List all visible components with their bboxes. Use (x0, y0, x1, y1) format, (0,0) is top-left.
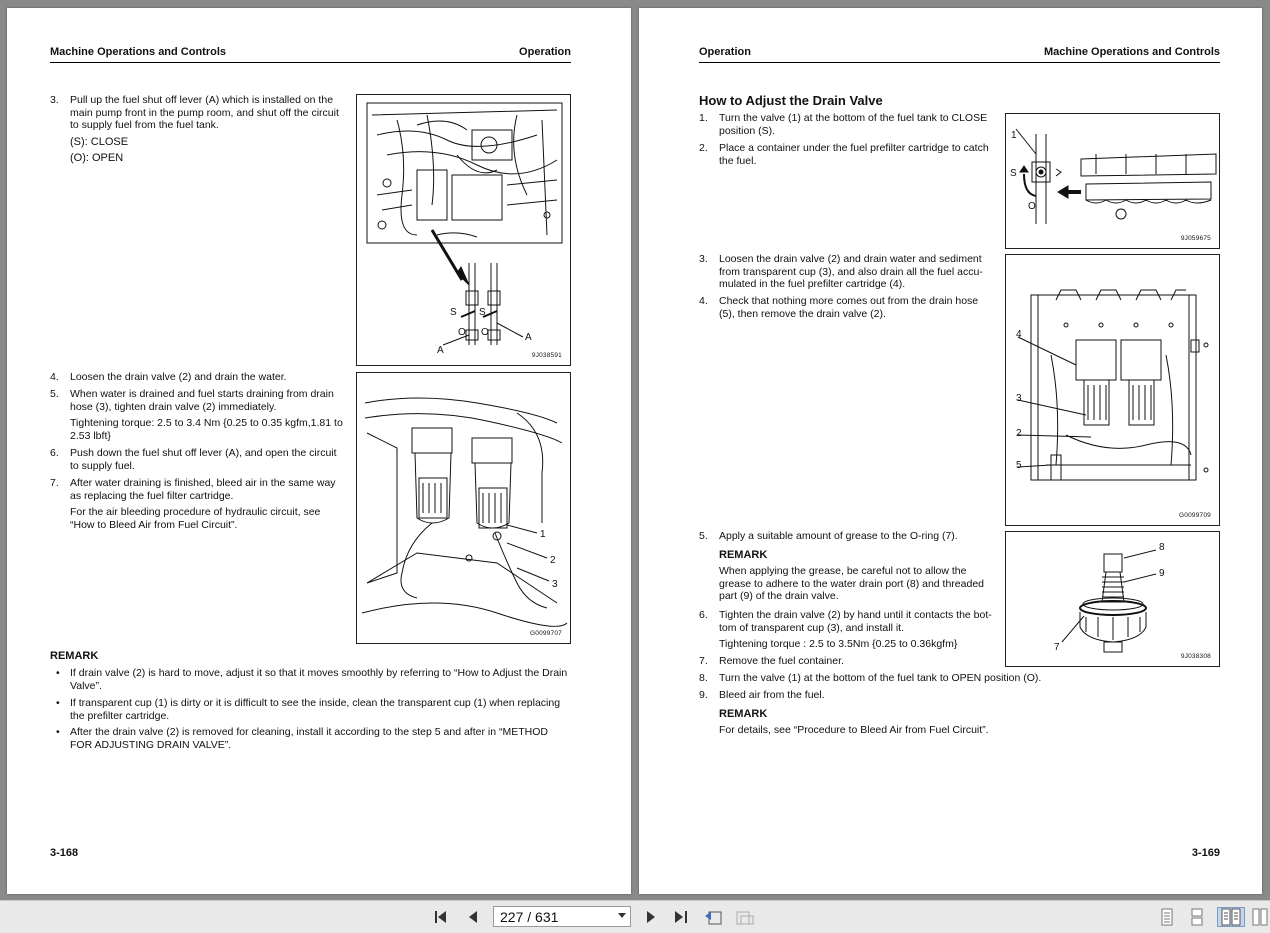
section-title: How to Adjust the Drain Valve (699, 93, 883, 108)
fig1-label-a2: A (525, 332, 532, 343)
left-header-section: Operation (519, 46, 571, 58)
remark-line: If drain valve (2) is hard to move, adjust it so that it moves smoothly by referring to “How to Adjust the Drain (70, 667, 568, 679)
fig4-label-3: 3 (1016, 393, 1022, 404)
fuel-shutoff-lever-drawing (357, 95, 570, 365)
torque-line: 2.53 lbft} (70, 429, 111, 442)
step-line: Tighten the drain valve (2) by hand until it contacts the bot- (719, 609, 992, 621)
left-remark-list (50, 667, 575, 755)
left-remark-title: REMARK (50, 650, 99, 662)
prefilter-cartridge-drawing (1006, 255, 1219, 525)
step-number: 9. (699, 689, 708, 701)
left-page (7, 8, 631, 894)
fig2-code: G0099707 (530, 630, 562, 637)
step-line: (5), then remove the drain valve (2). (719, 307, 886, 320)
fig5-label-9: 9 (1159, 568, 1165, 579)
fig1-label-o1: O (458, 327, 466, 338)
remark-item (50, 726, 575, 755)
remark-line: grease to adhere to the water drain port (8) and threaded (719, 577, 985, 590)
bullet-icon: • (56, 726, 60, 738)
fig2-label-2: 2 (550, 555, 556, 566)
step-number: 5. (50, 388, 59, 400)
fig3-label-s: S (1010, 168, 1017, 179)
fuel-tank-valve-figure (1005, 113, 1220, 249)
previous-view-icon (703, 908, 723, 926)
continuous-view-button[interactable] (1187, 907, 1207, 927)
facing-pages-icon (1221, 908, 1241, 926)
fig1-label-s2: S (479, 307, 486, 318)
step-line: Bleed air from the fuel. (719, 689, 825, 701)
drain-filter-figure (356, 372, 571, 644)
right-remark2-title: REMARK (719, 707, 768, 720)
remark-line: Valve”. (70, 679, 102, 692)
bullet-icon: • (56, 697, 60, 709)
right-header-rule (699, 62, 1220, 63)
remark-line: After the drain valve (2) is removed for cleaning, install it according to the step 5 and after in “METHOD (70, 726, 548, 738)
fig4-label-4: 4 (1016, 329, 1022, 340)
step-number: 8. (699, 672, 708, 684)
step-line: to supply fuel from the fuel tank. (70, 119, 219, 132)
step-number: 1. (699, 112, 708, 124)
step-line: Remove the fuel container. (719, 655, 844, 667)
fig4-code: G0099709 (1179, 512, 1211, 519)
next-view-button[interactable] (734, 907, 756, 927)
single-page-icon (1160, 908, 1174, 926)
remark-line: If transparent cup (1) is dirty or it is difficult to see the inside, clean the transparent cup (1) when replacing (70, 697, 561, 709)
step-number: 5. (699, 530, 708, 542)
previous-view-button[interactable] (702, 907, 724, 927)
fig1-label-a1: A (437, 345, 444, 356)
chevron-down-icon[interactable] (618, 913, 626, 918)
drain-filter-drawing (357, 373, 570, 643)
step-line: Push down the fuel shut off lever (A), and open the circuit (70, 447, 337, 459)
fig5-label-7: 7 (1054, 642, 1060, 653)
step-number: 4. (50, 371, 59, 383)
total-pages-value: 631 (535, 908, 559, 925)
fig3-label-o: O (1028, 201, 1036, 212)
page-separator: / (527, 908, 532, 925)
fig1-label-s1: S (450, 307, 457, 318)
step-line: Check that nothing more comes out from the drain hose (719, 295, 979, 307)
remark-line: part (9) of the drain valve. (719, 590, 839, 603)
remark-line: FOR ADJUSTING DRAIN VALVE”. (70, 738, 232, 751)
first-page-button[interactable] (432, 907, 454, 927)
right-remark1-title: REMARK (719, 548, 768, 561)
page-number-input[interactable] (493, 906, 631, 927)
step-line: to supply fuel. (70, 459, 135, 472)
step-line: Apply a suitable amount of grease to the O-ring (7). (719, 530, 958, 542)
step-line: Turn the valve (1) at the bottom of the fuel tank to OPEN position (O). (719, 672, 1042, 684)
step-number: 3. (50, 94, 59, 106)
drain-valve-oring-drawing (1006, 532, 1219, 666)
fig2-label-1: 1 (540, 529, 546, 540)
air-bleed-line: “How to Bleed Air from Fuel Circuit”. (70, 518, 238, 531)
current-page-value: 227 (500, 908, 524, 925)
step-line: hose (3), tighten drain valve (2) immediately. (70, 400, 277, 413)
torque-line: Tightening torque : 2.5 to 3.5Nm {0.25 to 0.36kgfm} (719, 638, 958, 651)
left-header-title: Machine Operations and Controls (50, 46, 227, 58)
step-line: mulated in the fuel prefilter cartridge (4). (719, 278, 906, 291)
last-page-icon (671, 909, 689, 925)
next-page-button[interactable] (641, 907, 661, 927)
remark-line: When applying the grease, be careful not to allow the (719, 565, 967, 578)
step-number: 4. (699, 295, 708, 307)
fig3-code: 9J059675 (1180, 235, 1211, 242)
next-page-icon (645, 909, 657, 925)
last-page-button[interactable] (669, 907, 691, 927)
step-line: Place a container under the fuel prefilter cartridge to catch (719, 142, 989, 154)
torque-line: Tightening torque: 2.5 to 3.4 Nm {0.25 to 0.35 kgfm,1.81 to (70, 417, 343, 430)
step-line: Loosen the drain valve (2) and drain water and sediment (719, 253, 982, 265)
single-page-view-button[interactable] (1157, 907, 1177, 927)
remark-line: the prefilter cartridge. (70, 709, 170, 722)
step-number: 6. (699, 609, 708, 621)
step-number: 2. (699, 142, 708, 154)
fig5-label-8: 8 (1159, 542, 1165, 553)
facing-view-button[interactable] (1217, 907, 1245, 927)
step-line: Pull up the fuel shut off lever (A) which is installed on the (70, 94, 334, 106)
step-number: 7. (50, 477, 59, 489)
drain-valve-oring-figure (1005, 531, 1220, 667)
fuel-shutoff-lever-figure (356, 94, 571, 366)
fig3-label-1: 1 (1011, 130, 1017, 141)
step-line: the fuel. (719, 154, 757, 167)
continuous-page-icon (1190, 908, 1204, 926)
remark-item (50, 667, 575, 697)
continuous-facing-view-button[interactable] (1251, 907, 1269, 927)
fig1-code: 9J038591 (531, 352, 562, 359)
left-page-number: 3-168 (50, 847, 79, 859)
step-line: main pump front in the pump room, and shut off the circuit (70, 106, 339, 119)
open-label: (O): OPEN (70, 152, 124, 165)
previous-page-button[interactable] (463, 907, 483, 927)
right-page-number: 3-169 (1191, 847, 1220, 859)
bullet-icon: • (56, 667, 60, 679)
remark-line: For details, see “Procedure to Bleed Air from Fuel Circuit”. (719, 724, 989, 737)
step-line: as replacing the fuel filter cartridge. (70, 489, 234, 502)
right-header-title: Machine Operations and Controls (1043, 46, 1220, 58)
previous-page-icon (467, 909, 479, 925)
step-line: from transparent cup (3), and also drain all the fuel accu- (719, 265, 983, 278)
first-page-icon (434, 909, 452, 925)
fig5-code: 9J038308 (1180, 653, 1211, 660)
next-view-icon (735, 908, 755, 926)
step-line: position (S). (719, 124, 776, 137)
step-number: 7. (699, 655, 708, 667)
fig4-label-5: 5 (1016, 460, 1022, 471)
step-line: tom of transparent cup (3), and install it. (719, 621, 905, 634)
step-line: Loosen the drain valve (2) and drain the water. (70, 371, 287, 383)
step-line: When water is drained and fuel starts draining from drain (70, 388, 334, 400)
fuel-tank-valve-drawing (1006, 114, 1219, 248)
continuous-facing-icon (1252, 908, 1268, 926)
air-bleed-line: For the air bleeding procedure of hydraulic circuit, see (70, 506, 321, 519)
step-number: 3. (699, 253, 708, 265)
step-line: Turn the valve (1) at the bottom of the fuel tank to CLOSE (719, 112, 988, 124)
right-page (639, 8, 1262, 894)
prefilter-cartridge-figure (1005, 254, 1220, 526)
right-header-section: Operation (699, 46, 751, 58)
left-header-rule (50, 62, 571, 63)
fig1-label-o2: O (481, 327, 489, 338)
fig4-label-2: 2 (1016, 428, 1022, 439)
remark-item (50, 697, 575, 726)
fig2-label-3: 3 (552, 579, 558, 590)
step-number: 6. (50, 447, 59, 459)
step-line: After water draining is finished, bleed air in the same way (70, 477, 336, 489)
close-label: (S): CLOSE (70, 135, 129, 148)
pdf-viewer-toolbar (0, 900, 1270, 933)
